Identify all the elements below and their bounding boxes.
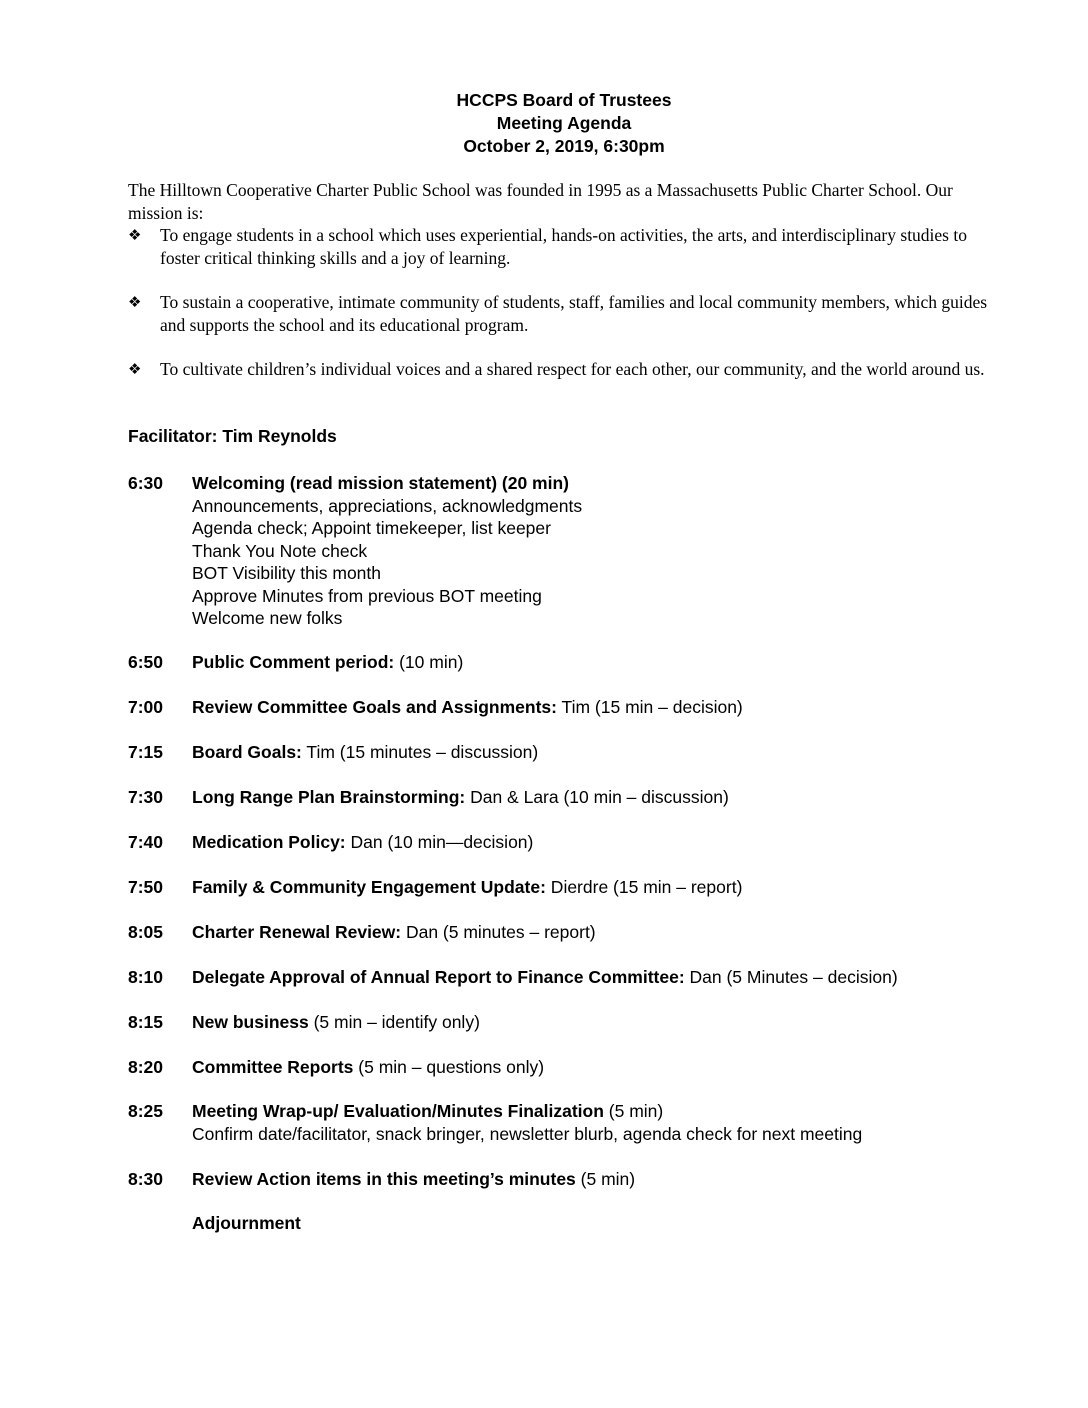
agenda-item — [128, 831, 1028, 854]
agenda-item — [128, 472, 1028, 630]
agenda-subitem: Thank You Note check — [192, 540, 368, 561]
agenda-item-title: Delegate Approval of Annual Report to Finance Committee: — [192, 967, 685, 987]
agenda-item-body — [192, 1168, 1028, 1191]
diamond-bullet-icon: ❖ — [128, 360, 142, 378]
agenda-item-detail: (5 min – questions only) — [353, 1057, 545, 1077]
agenda-item-title: Board Goals: — [192, 742, 302, 762]
agenda-time: 8:05 — [128, 922, 164, 942]
agenda-item-detail: (5 min – identify only) — [308, 1012, 480, 1032]
agenda-item-detail: Dan (5 Minutes – decision) — [684, 967, 898, 987]
facilitator: Facilitator: Tim Reynolds — [128, 426, 337, 446]
agenda-item-body — [192, 1056, 1028, 1079]
agenda-item-body — [192, 696, 1028, 719]
agenda-title: Meeting Agenda — [496, 113, 632, 133]
agenda-time: 6:50 — [128, 652, 164, 672]
agenda-item-title: Meeting Wrap-up/ Evaluation/Minutes Finalization — [192, 1101, 604, 1121]
intro-paragraph: The Hilltown Cooperative Charter Public School was founded in 1995 as a Massachusetts Public Charter School. Our mission is: — [128, 180, 953, 223]
agenda-time: 7:50 — [128, 877, 164, 897]
agenda-item-detail: Tim (15 min – decision) — [557, 697, 743, 717]
agenda-subitem: Welcome new folks — [192, 608, 343, 628]
agenda-item — [128, 1168, 1028, 1191]
agenda-time: 8:15 — [128, 1012, 164, 1032]
mission-item — [128, 224, 998, 269]
agenda-item — [128, 1056, 1028, 1079]
agenda-item-body — [192, 1100, 1028, 1145]
mission-item — [128, 358, 998, 381]
agenda-item-body — [192, 966, 1028, 989]
agenda-item-title: Long Range Plan Brainstorming: — [192, 787, 466, 807]
agenda-time: 7:30 — [128, 787, 164, 807]
mission-text: To sustain a cooperative, intimate community of students, staff, families and local community members, which guides and supports the school and its educational program. — [160, 292, 988, 335]
agenda-item — [128, 786, 1028, 809]
agenda-item — [128, 1011, 1028, 1034]
agenda-item-detail: Dan (5 minutes – report) — [401, 922, 596, 942]
agenda-item-body — [192, 831, 1028, 854]
agenda-time: 7:00 — [128, 697, 164, 717]
agenda-item — [128, 696, 1028, 719]
mission-text: To cultivate children’s individual voices and a shared respect for each other, our community, and the world around us. — [160, 359, 985, 379]
agenda-item — [128, 1100, 1028, 1145]
agenda-item-detail: Tim (15 minutes – discussion) — [301, 742, 539, 762]
agenda-item-detail: Dan (10 min—decision) — [345, 832, 534, 852]
agenda-subitem: Agenda check; Appoint timekeeper, list keeper — [192, 518, 551, 538]
agenda-time: 6:30 — [128, 473, 164, 493]
document-header — [0, 89, 1088, 158]
agenda-item-detail: (5 min) — [575, 1169, 636, 1189]
agenda-item-body — [192, 786, 1028, 809]
board-title: HCCPS Board of Trustees — [456, 90, 672, 110]
agenda-item-title: Family & Community Engagement Update: — [192, 877, 546, 897]
agenda-item-body — [192, 921, 1028, 944]
agenda-item-detail: (10 min) — [394, 652, 464, 672]
agenda-item — [128, 741, 1028, 764]
agenda-time: 8:25 — [128, 1101, 164, 1121]
agenda-item-body — [192, 472, 1028, 630]
mission-text: To engage students in a school which uses experiential, hands-on activities, the arts, and interdisciplinary studies to foster critical thinking skills and a joy of learning. — [160, 225, 967, 268]
agenda-item — [128, 651, 1028, 674]
meeting-date: October 2, 2019, 6:30pm — [463, 136, 665, 156]
agenda-subitem: Approve Minutes from previous BOT meeting — [192, 585, 542, 606]
agenda-time: 8:10 — [128, 967, 164, 987]
agenda-item-body — [192, 651, 1028, 674]
agenda-item-body — [192, 876, 1028, 899]
agenda-item-title: Welcoming (read mission statement) (20 min) — [192, 473, 569, 493]
agenda-item-body — [192, 1011, 1028, 1034]
agenda-time: 8:30 — [128, 1169, 164, 1189]
agenda-item-title: Medication Policy: — [192, 832, 346, 852]
diamond-bullet-icon: ❖ — [128, 293, 142, 311]
agenda-item — [128, 921, 1028, 944]
agenda-time: 8:20 — [128, 1057, 164, 1077]
agenda-item — [128, 876, 1028, 899]
adjournment: Adjournment — [192, 1213, 301, 1233]
agenda-item-detail: Dierdre (15 min – report) — [545, 877, 743, 897]
agenda-item-title: Review Committee Goals and Assignments: — [192, 697, 557, 717]
agenda-item-title: Charter Renewal Review: — [192, 922, 402, 942]
agenda-subitem: BOT Visibility this month — [192, 563, 382, 583]
agenda-item-body — [192, 741, 1028, 764]
agenda-subitem: Announcements, appreciations, acknowledgments — [192, 495, 583, 516]
agenda-subitem: Confirm date/facilitator, snack bringer, newsletter blurb, agenda check for next meeting — [192, 1123, 863, 1144]
agenda-item-detail: (5 min) — [603, 1101, 664, 1121]
agenda-time: 7:40 — [128, 832, 164, 852]
agenda-item-title: Review Action items in this meeting’s minutes — [192, 1169, 576, 1189]
agenda-item-title: Committee Reports — [192, 1057, 354, 1077]
agenda-item-title: New business — [192, 1012, 309, 1032]
agenda-item — [128, 966, 1028, 989]
agenda-item-title: Public Comment period: — [192, 652, 395, 672]
agenda-item-detail: Dan & Lara (10 min – discussion) — [465, 787, 729, 807]
diamond-bullet-icon: ❖ — [128, 226, 142, 244]
agenda-time: 7:15 — [128, 742, 164, 762]
mission-item — [128, 291, 998, 336]
